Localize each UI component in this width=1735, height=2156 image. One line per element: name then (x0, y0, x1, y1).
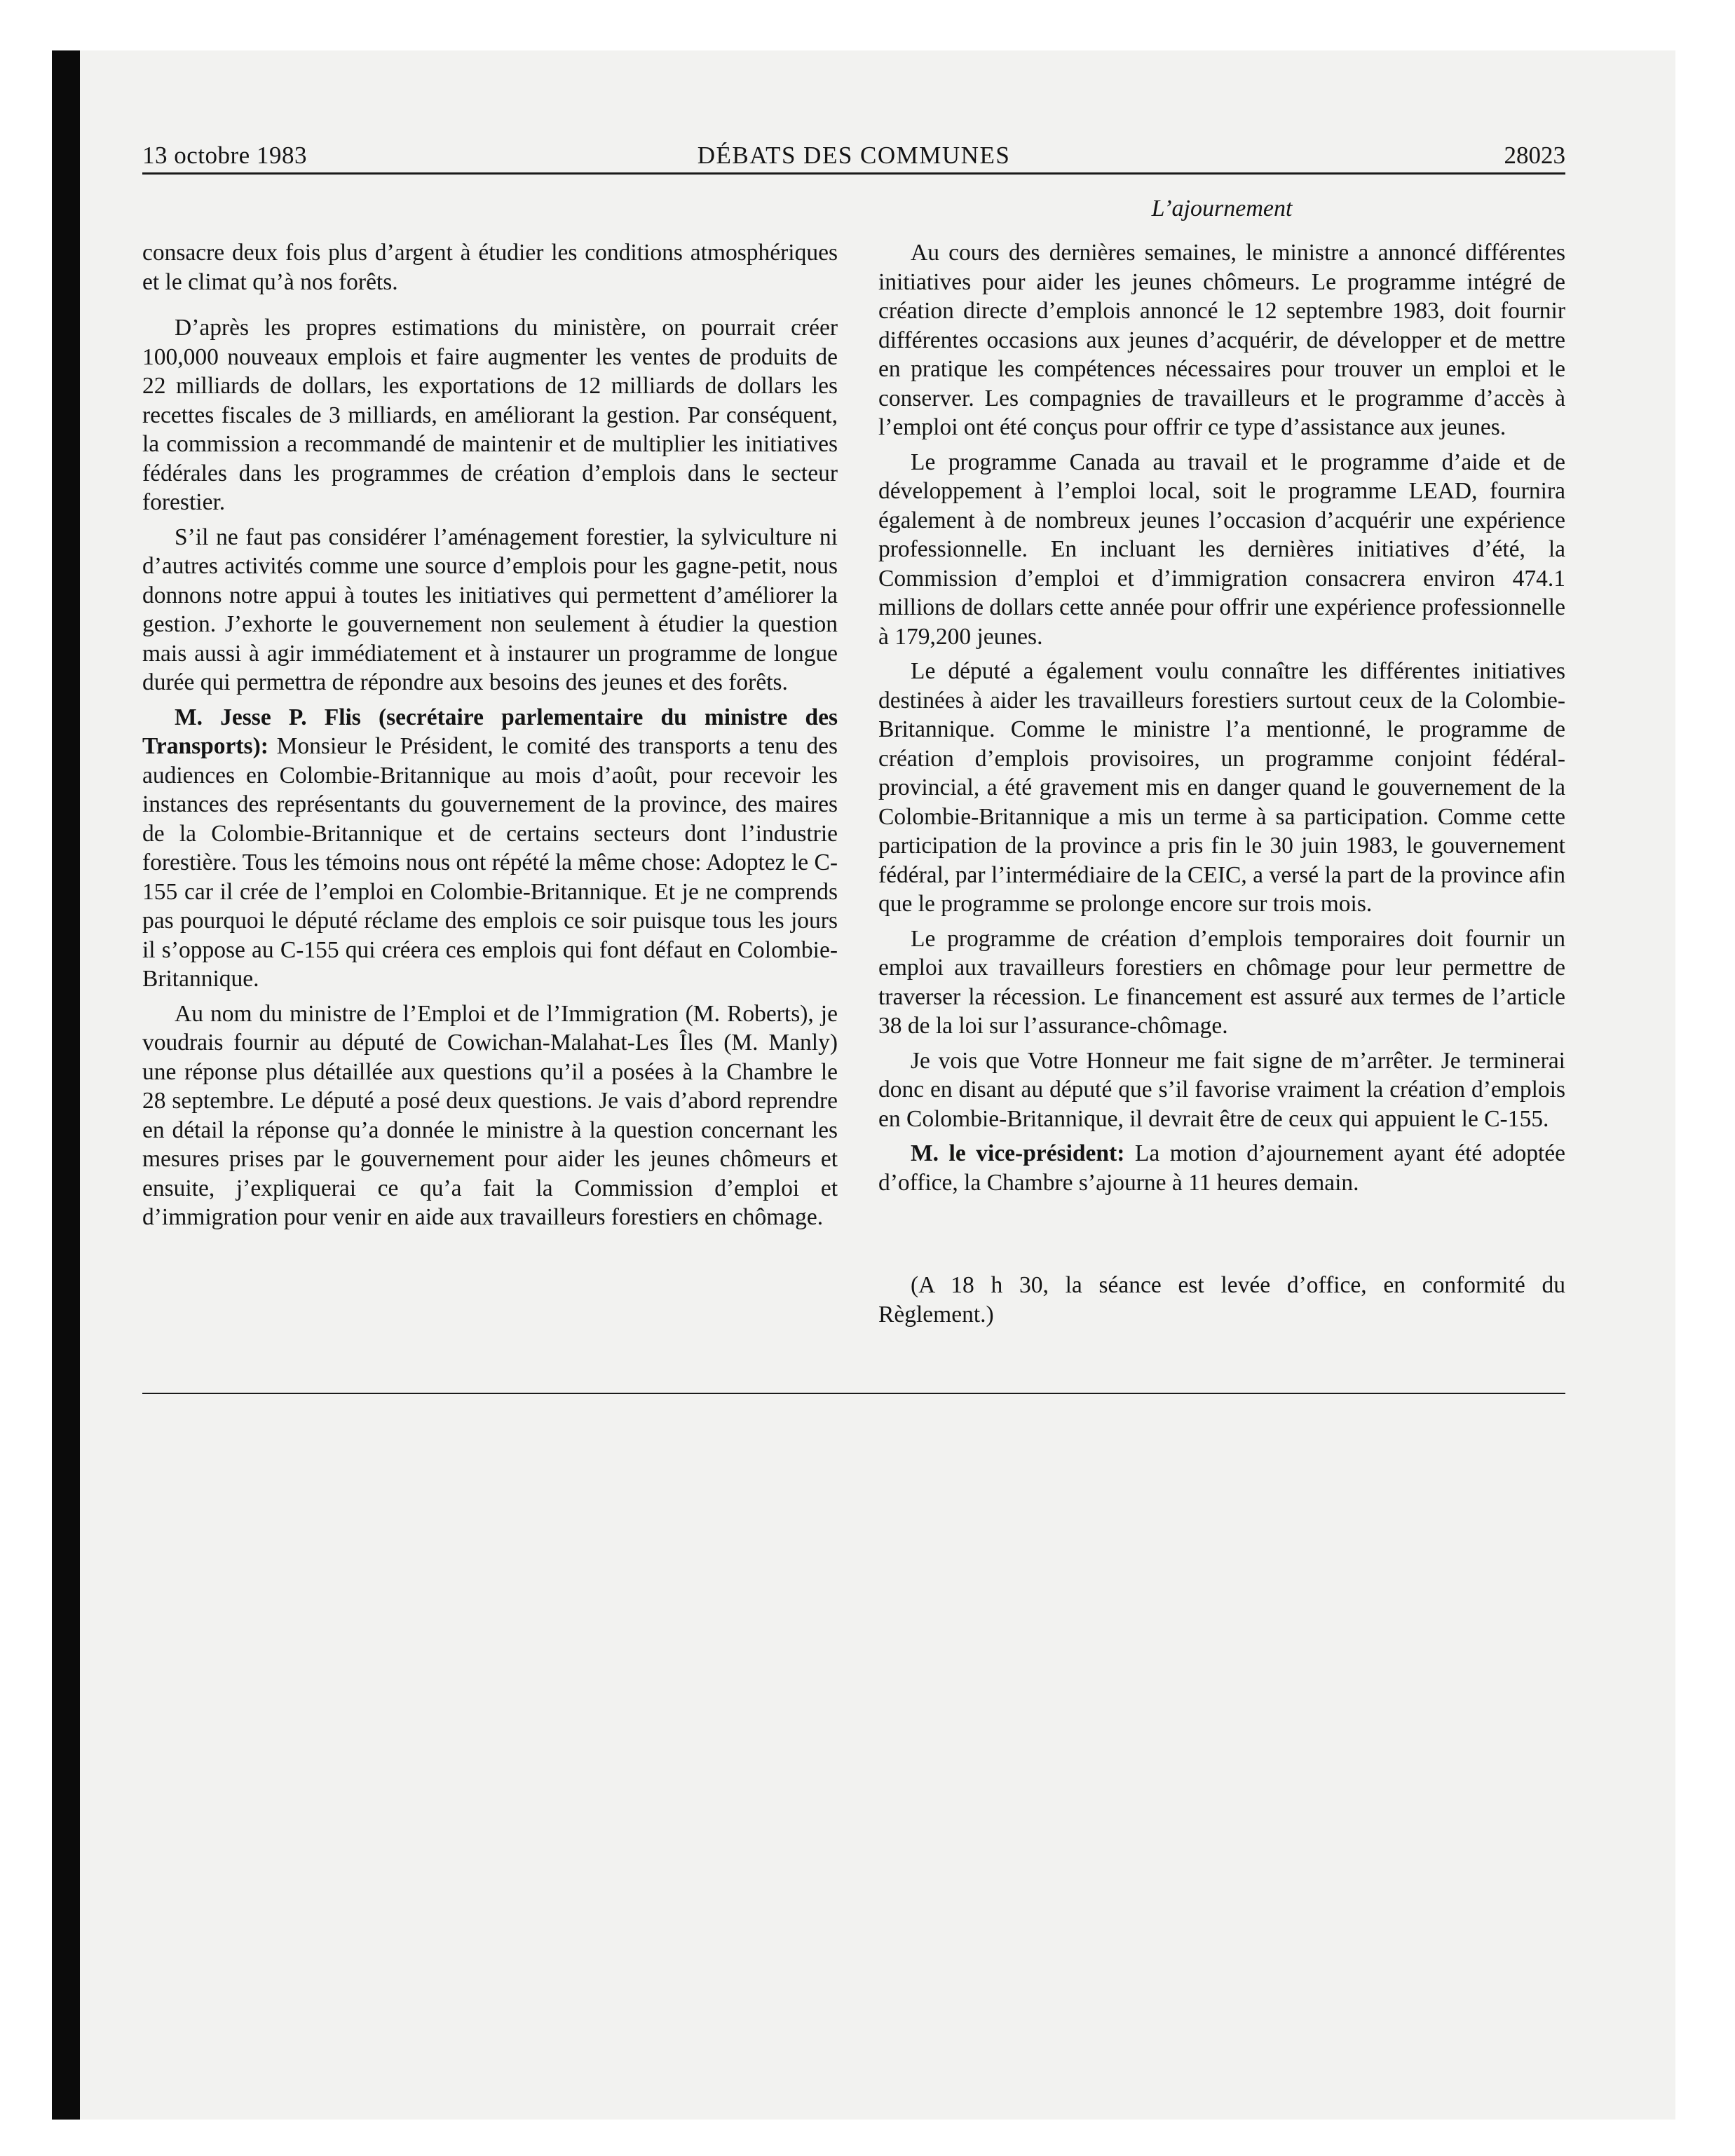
closing-note-text: (A 18 h 30, la séance est levée d’office, en conformité du Règlement.) (878, 1272, 1565, 1328)
left-paragraph-3: S’il ne faut pas considérer l’aménagement forestier, la sylviculture ni d’autres activités comme une source d’emplois pour les gagne-petit, nous donnons notre appui à toutes les initiatives qui permettent d’améliorer la gestion. J’exhorte le gouvernement non seulement à étudier la question mais aussi à agir immédiatement et à instaurer un programme de longue durée qui permettra de répondre aux besoins des jeunes et des forêts. (142, 524, 838, 695)
speaker-name-flis: M. Jesse P. Flis (secrétaire parlementaire du ministre des Transports): (142, 704, 838, 759)
right-paragraph-3: Le député a également voulu connaître les différentes initiatives destinées à aider les travailleurs forestiers surtout ceux de la Colombie-Britannique. Comme le ministre l’a mentionné, le programme de création d’emplois provisoires, un programme conjoint fédéral-provincial, a été gravement mis en danger quand le gouvernement de la Colombie-Britannique a mis un terme à sa participation. Comme cette participation de la province a pris fin le 30 juin 1983, le gouvernement fédéral, par l’intermédiaire de la CEIC, a versé la part de la province afin que le programme se prolonge encore sur trois mois. (878, 658, 1565, 917)
left-paragraph-4 (142, 703, 838, 994)
left-column (142, 238, 838, 1232)
right-column (878, 238, 1565, 1197)
left-paragraph-1: consacre deux fois plus d’argent à étudier les conditions atmosphériques et le climat qu’à nos forêts. (142, 240, 838, 295)
right-paragraph-6 (878, 1139, 1565, 1197)
speaker-name-vice-president: M. le vice-président: (911, 1140, 1125, 1166)
left-paragraph-2: D’après les propres estimations du ministère, on pourrait créer 100,000 nouveaux emplois et faire augmenter les ventes de produits de 22 milliards de dollars, les exportations de 12 milliards de dollars les recettes fiscales de 3 milliards, en améliorant la gestion. Par conséquent, la commission a recommandé de maintenir et de multiplier les initiatives fédérales dans les programmes de création d’emplois dans le secteur forestier. (142, 315, 838, 515)
scan-binding-edge (52, 50, 80, 2120)
page-header (142, 140, 1565, 175)
section-title: L’ajournement (1151, 196, 1293, 221)
left-paragraph-5: Au nom du ministre de l’Emploi et de l’Immigration (M. Roberts), je voudrais fournir au député de Cowichan-Malahat-Les Îles (M. Manly) une réponse plus détaillée aux questions qu’il a posées à la Chambre le 28 septembre. Le député a posé deux questions. Je vais d’abord reprendre en détail la réponse qu’a donnée le ministre à la question concernant les mesures prises par le gouvernement pour aider les jeunes chômeurs et ensuite, j’expliquerai ce qu’a fait la Commission d’emploi et d’immigration pour venir en aide aux travailleurs forestiers en chômage. (142, 1000, 838, 1230)
right-paragraph-6-text: La motion d’ajournement ayant été adoptée d’office, la Chambre s’ajourne à 11 heures demain. (878, 1140, 1565, 1196)
closing-note (878, 1271, 1565, 1329)
header-title: DÉBATS DES COMMUNES (697, 142, 1011, 169)
header-page-number: 28023 (1504, 142, 1565, 169)
bottom-rule (142, 1393, 1565, 1394)
right-paragraph-1: Au cours des dernières semaines, le ministre a annoncé différentes initiatives pour aider les jeunes chômeurs. Le programme intégré de création directe d’emplois annoncé le 12 septembre 1983, doit fournir différentes occasions aux jeunes d’acquérir, de développer et de mettre en pratique les compétences nécessaires pour trouver un emploi et le conserver. Les compagnies de travailleurs et le programme d’accès à l’emploi ont été conçus pour offrir ce type d’assistance aux jeunes. (878, 240, 1565, 440)
left-paragraph-4-text: Monsieur le Président, le comité des transports a tenu des audiences en Colombie-Britannique au mois d’août, pour recevoir les instances des représentants du gouvernement de la province, des maires de la Colombie-Britannique et de certains secteurs dont l’industrie forestière. Tous les témoins nous ont répété la même chose: Adoptez le C-155 car il crée de l’emploi en Colombie-Britannique. Et je ne comprends pas pourquoi le député réclame des emplois ce soir puisque tous les jours il s’oppose au C-155 qui créera ces emplois qui font défaut en Colombie-Britannique. (142, 733, 838, 992)
header-rule (142, 172, 1565, 175)
right-paragraph-2: Le programme Canada au travail et le programme d’aide et de développement à l’emploi local, soit le programme LEAD, fournira également à de nombreux jeunes l’occasion d’acquérir une expérience professionnelle. En incluant les dernières initiatives d’été, la Commission d’emploi et d’immigration consacrera environ 474.1 millions de dollars cette année pour offrir une expérience professionnelle à 179,200 jeunes. (878, 449, 1565, 650)
right-paragraph-4: Le programme de création d’emplois temporaires doit fournir un emploi aux travailleurs forestiers en chômage pour leur permettre de traverser la récession. Le financement est assuré aux termes de l’article 38 de la loi sur l’assurance-chômage. (878, 925, 1565, 1039)
header-date: 13 octobre 1983 (142, 142, 307, 169)
right-paragraph-5: Je vois que Votre Honneur me fait signe de m’arrêter. Je terminerai donc en disant au député que s’il favorise vraiment la création d’emplois en Colombie-Britannique, il devrait être de ceux qui appuient le C-155. (878, 1047, 1565, 1132)
